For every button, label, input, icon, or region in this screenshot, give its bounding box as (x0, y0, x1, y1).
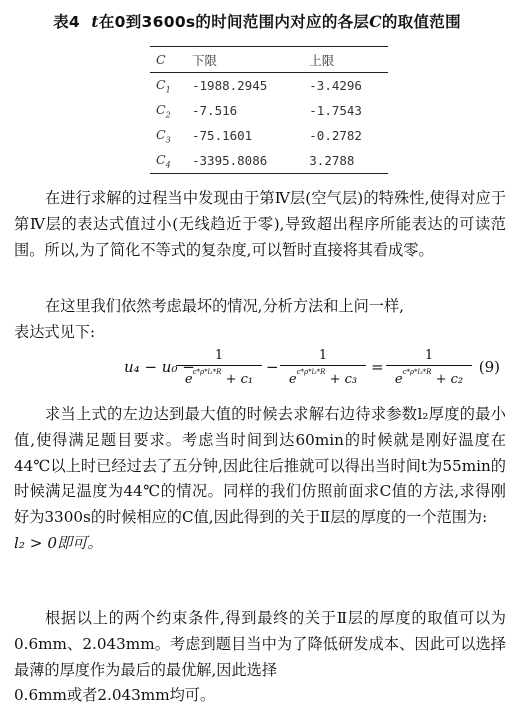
table-row (150, 73, 388, 99)
header-lower: 下限 (192, 52, 218, 68)
row-c: $C_1$ (156, 76, 171, 95)
row-lower: -7.516 (192, 103, 238, 118)
equation-number: (9) (478, 358, 500, 376)
paragraph-1: 在进行求解的过程当中发现由于第Ⅳ层(空气层)的特殊性,使得对应于第Ⅳ层的表达式值过小(无线趋近于零),导致超出程序所能表达的可读范围。所以,为了简化不等式的复杂度,可以暂时直接将其看成零。 (14, 189, 506, 259)
caption-var-c: C (369, 12, 382, 31)
row-upper: -1.7543 (309, 103, 362, 118)
paragraph-3: 求当上式的左边达到最大值的时候去求解右边待求参数l₂厚度的最小值,使得满足题目要求。考虑当时间到达60min的时候就是刚好温度在44℃以上时已经过去了五分钟,因此往后推就可以得出当时间t为55min的时候满足温度为44℃的情况。同样的我们仿照前面求C值的方法,求得刚好为3300s的时候相应的C值,因此得到的关于Ⅱ层的厚度的一个范围为: l₂ > 0即可。 (14, 405, 506, 552)
row-lower: -3395.8086 (192, 153, 268, 168)
header-upper: 上限 (309, 52, 335, 68)
table-row (150, 123, 388, 148)
caption-var-t: t (91, 12, 99, 31)
bounds-table (150, 46, 388, 174)
fraction-3: 1 $e^{c*\rho*l_3*R} + c_2$ (386, 348, 472, 387)
table-caption (0, 10, 514, 32)
caption-label: 表4 (53, 13, 80, 31)
table-header-row (150, 47, 388, 73)
fraction-2: 1 $e^{c*\rho*l_2*R} + c_3$ (280, 348, 366, 387)
paragraph-2: 在这里我们依然考虑最坏的情况,分析方法和上问一样, 表达式见下: (14, 297, 404, 341)
caption-text-end: 的取值范围 (381, 13, 461, 31)
equation-lhs: u₄ − u₀ − (124, 358, 195, 376)
row-c: $C_2$ (156, 101, 171, 120)
row-lower: -75.1601 (192, 128, 253, 143)
row-lower: -1988.2945 (192, 78, 268, 93)
row-upper: 3.2788 (309, 153, 355, 168)
table-row (150, 98, 388, 123)
fraction-1: 1 $e^{c*\rho*l_1*R} + c_1$ (176, 348, 262, 387)
row-upper: -0.2782 (309, 128, 362, 143)
equation-9 (0, 348, 514, 394)
header-c: C (156, 52, 166, 67)
table-row (150, 148, 388, 174)
equation-minus: − (266, 358, 279, 376)
equation-equals: = (371, 358, 384, 376)
row-upper: -3.4296 (309, 78, 362, 93)
caption-text: 在0到3600s的时间范围内对应的各层 (98, 13, 370, 31)
row-c: $C_4$ (156, 151, 171, 170)
row-c: $C_3$ (156, 126, 171, 145)
paragraph-4: 根据以上的两个约束条件,得到最终的关于Ⅱ层的厚度的取值可以为0.6mm、2.043mm。考虑到题目当中为了降低研发成本、因此可以选择最薄的厚度作为最后的最优解,因此选择 0.6mm或者2.043mm均可。 (14, 609, 506, 705)
